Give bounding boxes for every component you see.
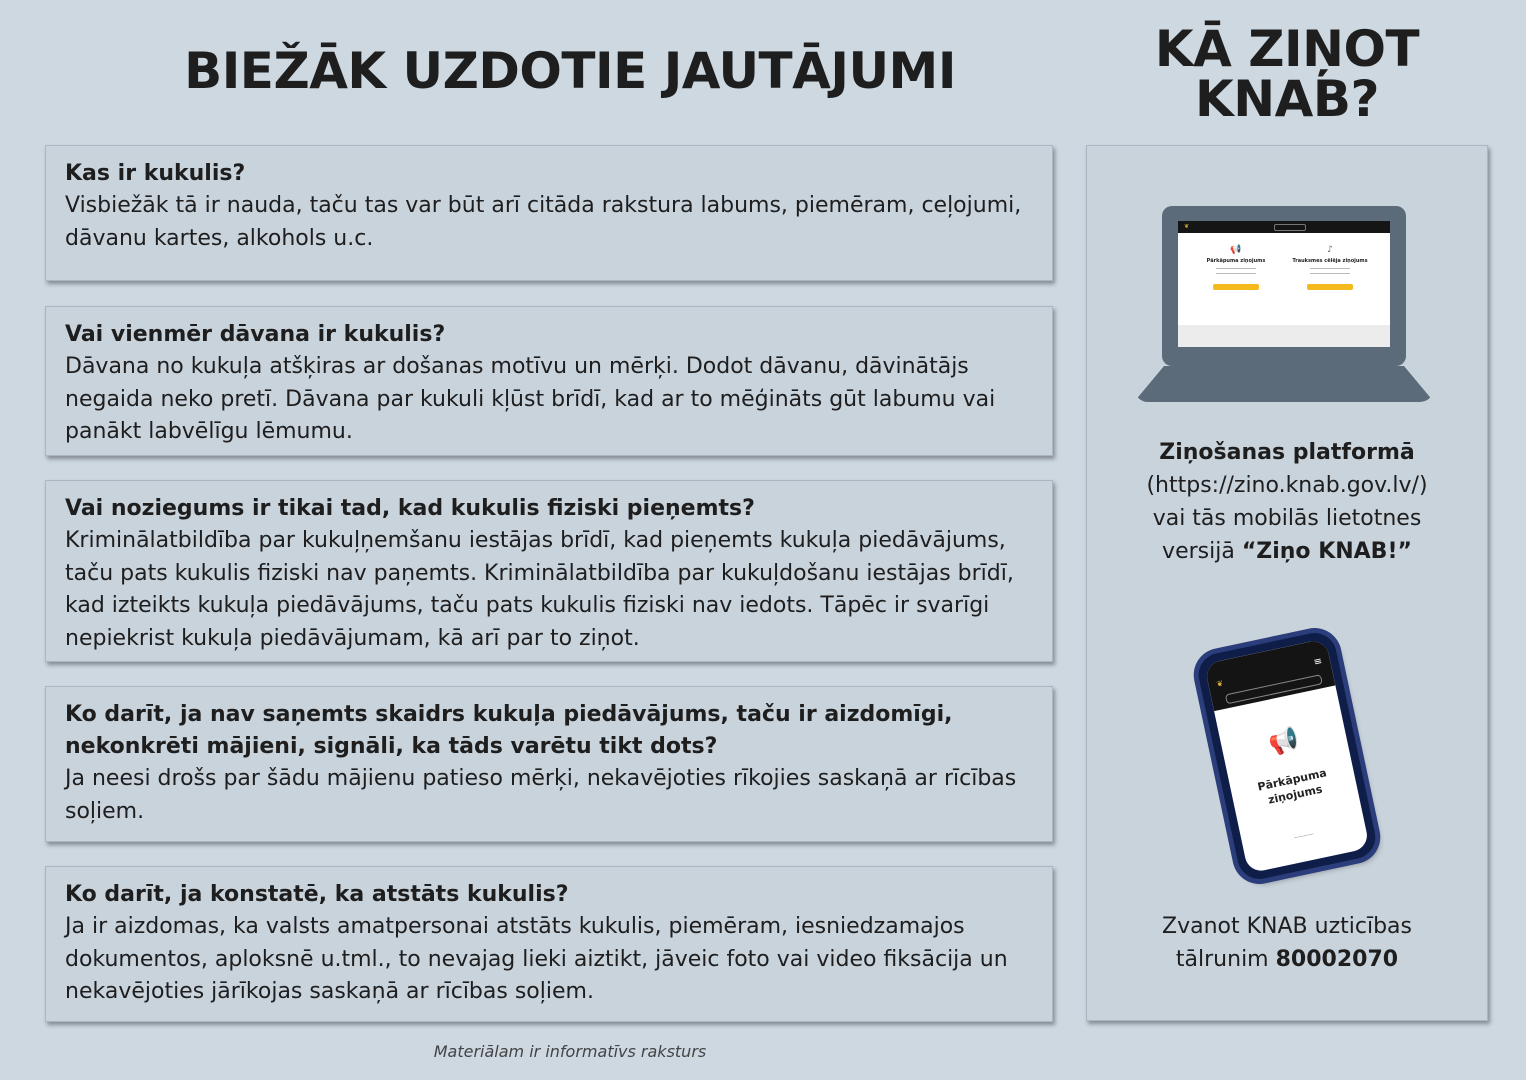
megaphone-icon: 📢 <box>1230 245 1242 255</box>
laptop-screen-topbar <box>1178 221 1390 233</box>
hotline-prefix: tālrunim <box>1175 947 1276 972</box>
laptop-lid <box>1162 206 1406 366</box>
platform-version-prefix: versijā <box>1162 539 1242 564</box>
platform-label: Ziņošanas platformā <box>1159 440 1415 465</box>
laptop-screen-option-title: Trauksmes cēlēja ziņojums <box>1292 258 1368 264</box>
eagle-logo-icon: ❦ <box>1215 678 1225 689</box>
faq-card-gift-vs-bribe <box>45 306 1053 456</box>
laptop-screen-yellow-button <box>1307 284 1353 290</box>
faq-card-suspicious-hints <box>45 686 1053 842</box>
phone-hotline-info <box>1087 910 1487 976</box>
laptop-screen-option-title: Pārkāpuma ziņojums <box>1206 258 1266 264</box>
phone-illustration <box>1195 629 1380 883</box>
report-title <box>1086 20 1488 128</box>
faq-card-bribe-definition <box>45 145 1053 281</box>
platform-mobile-text: vai tās mobilās lietotnes <box>1152 506 1422 531</box>
laptop-screen-option-whistleblower <box>1290 245 1370 305</box>
phone-screen <box>1204 638 1370 873</box>
faq-question: Vai noziegums ir tikai tad, kad kukulis fiziski pieņemts? <box>65 496 755 521</box>
hamburger-menu-icon: ≡ <box>1312 655 1324 669</box>
platform-url: (https://zino.knab.gov.lv/) <box>1146 473 1428 498</box>
whistle-icon: ♪ <box>1327 245 1333 255</box>
laptop-screen-text-line <box>1216 268 1256 269</box>
phone-screen-menu-pill <box>1225 674 1323 704</box>
laptop-screen-text-line <box>1310 268 1350 269</box>
faq-answer: Visbiežāk tā ir nauda, taču tas var būt arī citāda rakstura labums, piemēram, ceļojumi, dāvanu kartes, alkohols u.c. <box>65 193 1022 251</box>
faq-question: Vai vienmēr dāvana ir kukulis? <box>65 322 446 347</box>
laptop-illustration <box>1134 206 1434 404</box>
megaphone-icon: 📢 <box>1266 724 1302 759</box>
faq-question: Ko darīt, ja nav saņemts skaidrs kukuļa piedāvājums, taču ir aizdomīgi, nekonkrēti mājieni, signāli, ka tāds varētu tikt dots? <box>65 702 953 759</box>
faq-answer: Ja neesi drošs par šādu mājienu patieso mērķi, nekavējoties rīkojies saskaņā ar rīcības soļiem. <box>65 766 1017 824</box>
faq-card-left-bribe <box>45 866 1053 1022</box>
laptop-screen-text-line <box>1310 273 1350 274</box>
faq-card-crime-timing <box>45 480 1053 662</box>
report-title-line1: KĀ ZIŅOT <box>1154 20 1420 78</box>
laptop-screen <box>1178 221 1390 347</box>
report-title-line2: KNAB? <box>1195 70 1379 128</box>
faq-answer: Dāvana no kukuļa atšķiras ar došanas motīvu un mērķi. Dodot dāvanu, dāvinātājs negaida neko pretī. Dāvana par kukuli kļūst brīdī, kad ar to mēģināts gūt labumu vai panākt labvēlīgu lēmumu. <box>65 354 996 444</box>
report-panel <box>1086 145 1488 1021</box>
laptop-base <box>1134 366 1434 402</box>
laptop-screen-footer <box>1178 325 1390 347</box>
hotline-number: 80002070 <box>1275 947 1399 972</box>
laptop-screen-text-line <box>1216 273 1256 274</box>
informative-footnote: Materiālam ir informatīvs raksturs <box>433 1042 707 1061</box>
laptop-screen-yellow-button <box>1213 284 1259 290</box>
app-name: “Ziņo KNAB!” <box>1241 539 1412 564</box>
faq-answer: Ja ir aizdomas, ka valsts amatpersonai atstāts kukulis, piemēram, iesniedzamajos dokumentos, aploksnē u.tml., to nevajag lieki aiztikt, jāveic foto vai video fiksācija un nekavējoties jārīkojas saskaņā ar rīcības soļiem. <box>65 914 1008 1004</box>
hotline-text: Zvanot KNAB uzticības <box>1162 914 1412 939</box>
laptop-screen-option-violation <box>1196 245 1276 305</box>
faq-answer: Kriminālatbildība par kukuļņemšanu iestājas brīdī, kad pieņemts kukuļa piedāvājums, taču pats kukulis fiziski nav paņemts. Kriminālatbildība par kukuļdošanu iestājas brīdī, kad izteikts kukuļa piedāvājums, taču pats kukulis fiziski nav iedots. Tāpēc ir svarīgi nepiekrist kukuļa piedāvājumam, kā arī par to ziņot. <box>65 528 1014 651</box>
laptop-screen-menu-pill <box>1274 224 1306 231</box>
faq-question: Ko darīt, ja konstatē, ka atstāts kukulis? <box>65 882 569 907</box>
phone-screen-title: Pārkāpuma ziņojums <box>1256 766 1328 807</box>
faq-title: BIEŽĀK UZDOTIE JAUTĀJUMI <box>184 42 956 100</box>
faq-question: Kas ir kukulis? <box>65 161 246 186</box>
platform-info <box>1087 436 1487 568</box>
phone-screen-subtext-line: ―――― <box>1293 831 1315 842</box>
phone-screen-header <box>1204 638 1335 711</box>
eagle-logo-icon: ❦ <box>1184 223 1190 230</box>
